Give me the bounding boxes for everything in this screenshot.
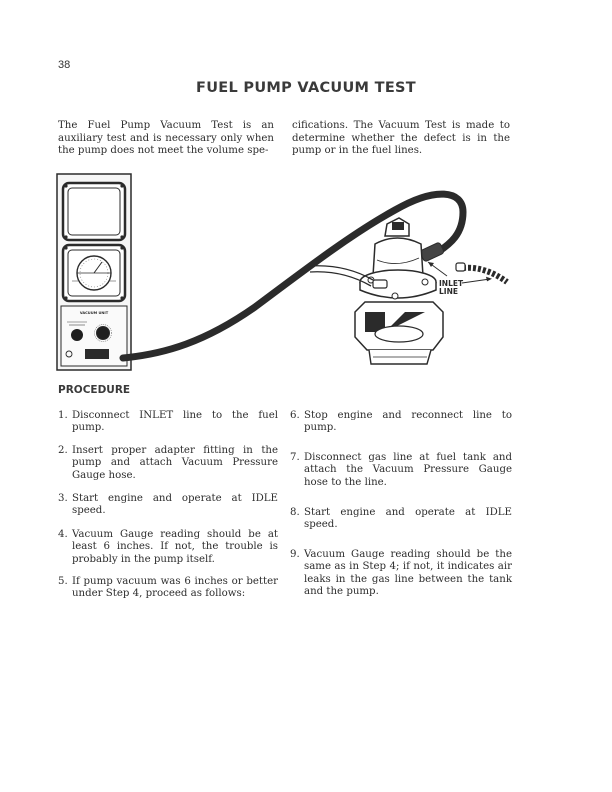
step-number: 8. <box>290 507 300 519</box>
procedure-heading: PROCEDURE <box>58 384 131 396</box>
step-number: 2. <box>58 444 68 456</box>
step-text: Start engine and operate at IDLE speed. <box>304 507 512 531</box>
vacuum-test-illustration <box>55 172 525 377</box>
procedure-step <box>58 493 278 518</box>
intro-right-column: cifications. The Vacuum Test is made to determine whether the defect is in the pump or in the fuel lines. <box>292 120 510 157</box>
step-text: If pump vacuum was 6 inches or better under Step 4, proceed as follows: <box>72 576 278 600</box>
procedure-step <box>58 529 278 566</box>
step-number: 3. <box>58 493 68 505</box>
step-text: Vacuum Gauge reading should be the same as in Step 4; if not, it indicates air leaks in the gas line between the tank and the pump. <box>304 548 512 598</box>
step-text: Insert proper adapter fitting in the pump and attach Vacuum Pressure Gauge hose. <box>72 444 278 481</box>
procedure-step <box>58 410 278 435</box>
selector-knob <box>71 329 83 341</box>
step-text: Start engine and operate at IDLE speed. <box>72 493 278 517</box>
unit-top-window-inner <box>68 188 120 235</box>
inlet-label-line2: LINE <box>439 287 458 296</box>
step-number: 1. <box>58 410 68 421</box>
step-number: 9. <box>290 548 300 560</box>
fuel-pump <box>310 218 445 364</box>
procedure-step <box>290 410 512 435</box>
intro-paragraph <box>58 120 510 158</box>
step-number: 4. <box>58 528 68 540</box>
step-text: Disconnect gas line at fuel tank and attach the Vacuum Pressure Gauge hose to the line. <box>304 451 512 488</box>
vacuum-test-unit <box>57 174 131 370</box>
procedure-steps-right <box>290 410 512 598</box>
procedure-step <box>58 445 278 482</box>
procedure-step <box>58 576 278 601</box>
intro-left-column: The Fuel Pump Vacuum Test is an auxiliary test and is necessary only when the pump does not meet the volume spe- <box>58 120 274 157</box>
disconnected-inlet-line <box>456 263 507 282</box>
page-number: 38 <box>58 59 71 71</box>
step-text: Stop engine and reconnect line to pump. <box>304 410 512 434</box>
step-number: 5. <box>58 576 68 588</box>
step-text: Vacuum Gauge reading should be at least 6 inches. If not, the trouble is probably in the pump itself. <box>72 528 278 565</box>
unit-hose-outlet <box>85 349 109 359</box>
procedure-step <box>290 452 512 489</box>
procedure-step <box>290 507 512 532</box>
procedure-step <box>290 549 512 599</box>
step-text: Disconnect INLET line to the fuel pump. <box>72 410 278 434</box>
step-number: 7. <box>290 451 300 463</box>
unit-nameplate: VACUUM UNIT <box>79 311 109 315</box>
inlet-label-line1: INLET <box>439 279 464 288</box>
step-number: 6. <box>290 410 300 421</box>
page-title: FUEL PUMP VACUUM TEST <box>196 80 416 96</box>
regulator-knob <box>97 327 110 340</box>
procedure-steps-left <box>58 410 278 601</box>
